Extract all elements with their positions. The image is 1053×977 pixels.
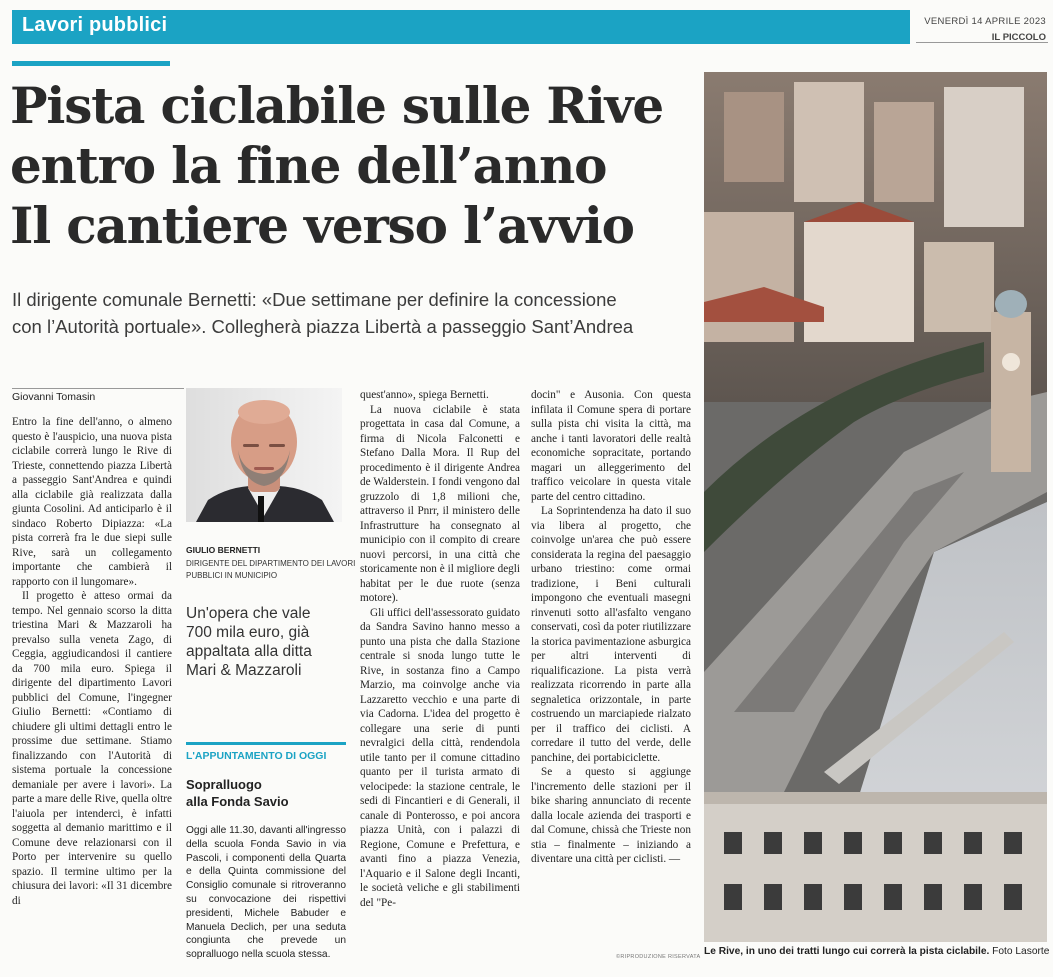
portrait-caption-name: GIULIO BERNETTI [186, 545, 261, 555]
portrait-illustration [186, 388, 342, 522]
appointment-text: Oggi alle 11.30, davanti all'ingresso della scuola Fonda Savio in via Pascoli, i componenti della Quarta e della Quinta commissione del Consiglio comunale si ritroveranno su convocazione dei rispettivi presidenti, Michele Babuder e Manuela Declich, per una seduta congiunta che prevede un sopralluogo nella scuola stessa. [186, 825, 346, 961]
photo-caption-text: Le Rive, in uno dei tratti lungo cui correrà la pista ciclabile. [704, 946, 990, 957]
paragraph: La Soprintendenza ha dato il suo via libera al progetto, che coinvolge un'area che può essere considerata la regina del paesaggio urbano triestino: come ormai tradizione, i Beni culturali impongono che eventuali masegni rinvenuti sotto all'asfalto vengano conservati, così da poter riutilizzare la storica pavimentazione asburgica per altri interventi di riqualificazione. La pista verrà realizzata ricorrendo in parte alla segnaletica orizzontale, in parte costruendo un marciapiede rialzato per il traffico dei ciclisti. A corredare il tutto del verde, delle panchine, dei portabiciclette. [531, 505, 691, 764]
photo-credit: Foto Lasorte [992, 946, 1050, 957]
subheadline-line-2: con l’Autorità portuale». Collegherà piazza Libertà a passeggio Sant’Andrea [12, 316, 634, 337]
appointment-title-line: alla Fonda Savio [186, 794, 289, 809]
dateline-rule [916, 42, 1048, 43]
pull-quote-line: Mari & Mazzaroli [186, 662, 302, 679]
headline-line-2: entro la fine dell’anno [10, 136, 607, 195]
appointment-rule [186, 742, 346, 745]
article-column-3 [360, 388, 520, 968]
paragraph: La nuova ciclabile è stata progettata in casa dal Comune, a firma di Nicola Falconetti e Stefano Dalla Mora. Il Rup del procedimento è il dirigente Andrea de Walderstein. I fondi vengono dal gruzzolo di 1,8 milioni che, attraverso il Pnrr, il ministero delle Infrastrutture ha consegnato al municipio con il compito di creare nuovi percorsi, in una città che storicamente non è il migliore degli habitat per le due ruote (senza motore). [360, 403, 520, 604]
portrait-caption-role: DIRIGENTE DEL DIPARTIMENTO DEI LAVORI PUBBLICI IN MUNICIPIO [186, 559, 356, 580]
rive-photo-illustration [704, 72, 1047, 942]
newspaper-name: IL PICCOLO [991, 32, 1046, 43]
paragraph: quest'anno», spiega Bernetti. [360, 389, 489, 401]
headline [10, 76, 700, 256]
paragraph: Entro la fine dell'anno, o almeno questo è l'auspicio, una nuova pista ciclabile correrà lungo le Rive di Trieste, connettendo piazza Libertà a passeggio Sant'Andrea e quindi alla ciclabile già realizzata dalla giunta Cosolini. Ad anticiparlo è il sindaco Roberto Dipiazza: «La pista correrà fra le due siepi sulle Rive, sarà un collegamento importante che cambierà il rapporto con il lungomare». [12, 416, 172, 588]
portrait-photo [186, 388, 342, 522]
rive-photo [704, 72, 1047, 942]
appointment-title [186, 776, 351, 810]
subheadline [12, 286, 702, 340]
publication-date: VENERDÌ 14 APRILE 2023 [924, 16, 1046, 27]
paragraph: Il progetto è atteso ormai da tempo. Nel gennaio scorso la ditta triestina Mari & Mazzaroli ha prevalso sulla veneta Zago, di Ceggia, aggiudicandosi il cantiere da 700 mila euro. Spiega il dirigente del dipartimento Lavori pubblici del Comune, l'ingegner Giulio Bernetti: «Contiamo di chiudere gli ultimi dettagli entro le prossime due settimane. Stiamo finalizzando con l'Autorità di sistema portuale la concessione demaniale per avere i lavori». La parte a mare delle Rive, quella oltre l'aiuola per intenderci, è infatti soggetta al demanio marittimo e il Comune deve relazionarsi con il Porto per intervenire su quello spazio. Il termine ultimo per la chiusura dei lavori: «Il 31 dicembre di [12, 590, 172, 907]
pull-quote-line: appaltata alla ditta [186, 643, 312, 660]
reproduction-note: ©RIPRODUZIONE RISERVATA [616, 954, 701, 960]
paragraph: Gli uffici dell'assessorato guidato da Sandra Savino hanno messo a punto una pista che dalla Stazione centrale si snoda lungo tutte le Rive, in sostanza fino a Campo Marzio, ma coinvolge anche via Lazzaretto vecchio e una parte di via Cadorna. L'idea del progetto è collegare una serie di punti nevralgici della città, rendendola utile tanto per il comune cittadino quanto per il turista armato di velocipede: la stazione centrale, le sedi di Fincantieri e di Generali, il canale di Ponterosso, e poi ancora piazza Unità, con i palazzi di Regione, Comune e Prefettura, e avanti fino a piazza Venezia, l'Aquario e il Salone degli Incanti, le società veliche e gli stabilimenti del "Pe- [360, 606, 520, 909]
byline: Giovanni Tomasin [12, 388, 184, 403]
photo-caption [704, 946, 1050, 957]
paragraph: Se a questo si aggiunge l'incremento delle stazioni per il bike sharing annunciato di recente dalla locale azienda dei trasporti e dal Comune, chissà che Trieste non stia – finalmente – iniziando a diventare una città per ciclisti. — [531, 766, 691, 865]
headline-line-3: Il cantiere verso l’avvio [10, 196, 634, 255]
article-column-1 [12, 415, 172, 967]
pull-quote [186, 604, 351, 680]
headline-line-1: Pista ciclabile sulle Rive [10, 76, 664, 135]
article-column-4 [531, 388, 691, 946]
section-label: Lavori pubblici [22, 14, 168, 36]
subheadline-line-1: Il dirigente comunale Bernetti: «Due settimane per definire la concessione [12, 289, 617, 310]
appointment-kicker: L'APPUNTAMENTO DI OGGI [186, 750, 327, 762]
pull-quote-line: 700 mila euro, già [186, 624, 310, 641]
appointment-title-line: Sopralluogo [186, 777, 262, 792]
headline-accent-bar [12, 61, 170, 66]
paragraph: docin" e Ausonia. Con questa infilata il Comune spera di portare sulla pista chi visita la città, ma anche i tanti lavoratori delle realtà economiche sopracitate, portando magari un alleggerimento del traffico veicolare in questa vitale parte del centro cittadino. [531, 389, 691, 503]
pull-quote-line: Un'opera che vale [186, 605, 311, 622]
